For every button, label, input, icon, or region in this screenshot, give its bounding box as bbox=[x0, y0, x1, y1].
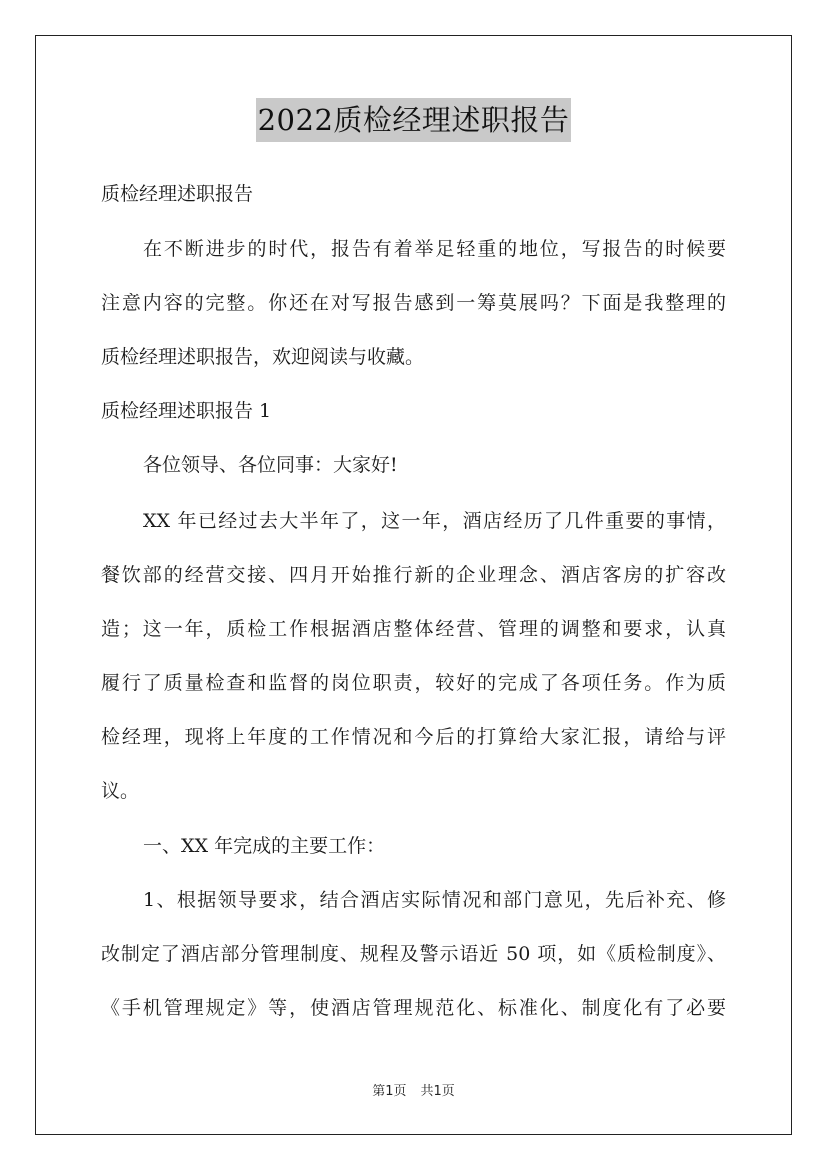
paragraph1-line-3: 造；这一年，质检工作根据酒店整体经营、管理的调整和要求，认真 bbox=[101, 618, 726, 640]
greeting: 各位领导、各位同事：大家好! bbox=[143, 454, 398, 476]
subheading: 一、XX 年完成的主要工作： bbox=[143, 835, 386, 857]
page-footer bbox=[0, 1083, 827, 1101]
document-title: 2022质检经理述职报告 bbox=[256, 98, 572, 142]
intro-line-1: 在不断进步的时代，报告有着举足轻重的地位，写报告的时候要 bbox=[143, 238, 726, 260]
paragraph2-line-3: 《手机管理规定》等，使酒店管理规范化、标准化、制度化有了必要 bbox=[101, 997, 726, 1019]
intro-line-3: 质检经理述职报告，欢迎阅读与收藏。 bbox=[101, 346, 425, 368]
paragraph1-line-5: 检经理，现将上年度的工作情况和今后的打算给大家汇报，请给与评 bbox=[101, 726, 726, 748]
paragraph1-line-6: 议。 bbox=[101, 780, 140, 802]
paragraph1-line-4: 履行了质量检查和监督的岗位职责，较好的完成了各项任务。作为质 bbox=[101, 672, 726, 694]
document-heading: 质检经理述职报告 bbox=[101, 183, 254, 205]
section-heading: 质检经理述职报告 1 bbox=[101, 400, 272, 422]
paragraph1-line-1: XX 年已经过去大半年了，这一年，酒店经历了几件重要的事情， bbox=[143, 510, 726, 532]
paragraph1-line-2: 餐饮部的经营交接、四月开始推行新的企业理念、酒店客房的扩容改 bbox=[101, 564, 726, 586]
paragraph2-line-2: 改制定了酒店部分管理制度、规程及警示语近 50 项，如《质检制度》、 bbox=[101, 943, 726, 965]
page-total: 共1页 bbox=[420, 1084, 455, 1099]
paragraph2-line-1: 1、根据领导要求，结合酒店实际情况和部门意见，先后补充、修 bbox=[143, 889, 726, 911]
intro-line-2: 注意内容的完整。你还在对写报告感到一筹莫展吗？下面是我整理的 bbox=[101, 292, 726, 314]
document-title-wrapper bbox=[0, 98, 827, 142]
page-number: 第1页 bbox=[372, 1084, 407, 1099]
